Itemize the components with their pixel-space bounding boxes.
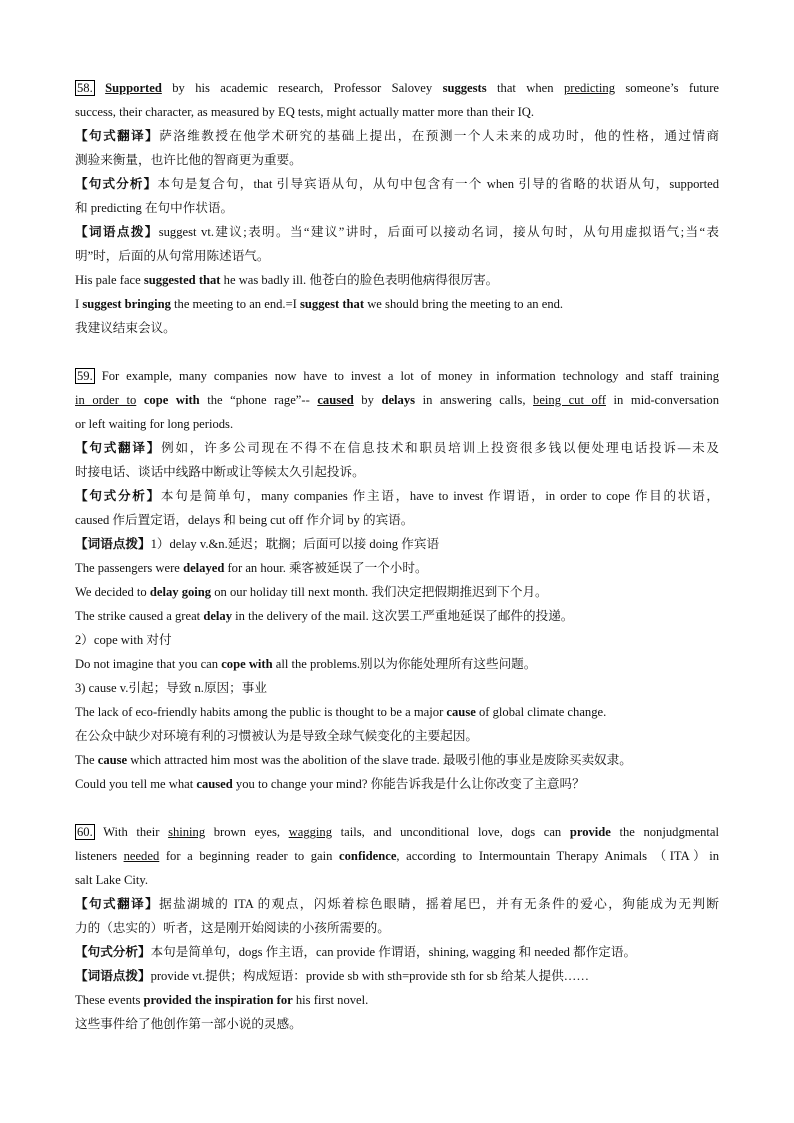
text-run: by	[353, 393, 382, 407]
text-run: delayed	[183, 561, 225, 575]
text-run: 【词语点拨】	[75, 537, 151, 551]
text-run: 本句是简单句，many companies 作主语，have to invest 作谓语，in order to cope 作目的状语，	[160, 489, 719, 503]
text-run: 【句式分析】	[75, 945, 151, 959]
text-line	[75, 224, 719, 240]
text-run: delays	[381, 393, 416, 407]
text-line	[75, 920, 390, 936]
text-line	[75, 152, 302, 168]
text-run: brown eyes,	[205, 825, 289, 839]
text-line	[75, 320, 176, 336]
text-run: 本句是简单句，dogs 作主语，can provide 作谓语，shining, wagging 和 needed 都作定语。	[150, 945, 637, 959]
text-run: someone’s future	[615, 81, 720, 95]
text-run: we should bring the meeting to an end.	[364, 297, 564, 311]
text-run: I	[75, 297, 83, 311]
text-run: 【句式翻译】	[75, 441, 162, 455]
text-run: for a beginning reader to gain	[159, 849, 340, 863]
text-line	[75, 104, 534, 120]
text-run: in mid-conversation	[605, 393, 720, 407]
text-line	[75, 416, 233, 432]
text-run: suggest that	[300, 297, 365, 311]
text-run: that when	[486, 81, 564, 95]
text-run: Do not imagine that you can	[75, 657, 222, 671]
text-line	[75, 944, 636, 960]
text-line	[75, 632, 172, 648]
text-run: 【词语点拨】	[75, 969, 151, 983]
text-run: suggest vt.建议;表明。当“建议”讲时，后面可以接动名词，接从句时，从句用虚拟语气;当“表	[158, 225, 719, 239]
text-run: on our holiday till next month. 我们决定把假期推迟到下个月。	[211, 585, 548, 599]
item-number: 58.	[77, 81, 93, 95]
text-run: With their	[94, 825, 169, 839]
text-run: in answering calls,	[415, 393, 534, 407]
text-run: being cut off	[533, 393, 606, 407]
text-line	[75, 392, 719, 408]
text-run: provide	[569, 825, 611, 839]
text-run: listeners	[75, 849, 124, 863]
text-line	[75, 680, 267, 696]
text-line	[75, 536, 439, 552]
text-run: We decided to	[75, 585, 150, 599]
text-line	[75, 848, 719, 864]
text-line	[75, 896, 719, 912]
text-line	[75, 248, 270, 264]
text-line	[75, 296, 563, 312]
text-run: cause	[97, 753, 128, 767]
item-number: 59.	[77, 369, 93, 383]
text-line	[75, 776, 585, 792]
text-run: 【句式翻译】	[75, 897, 160, 911]
text-run: predicting	[563, 81, 616, 95]
text-line	[75, 368, 719, 384]
text-line	[75, 968, 589, 984]
text-run: the inspiration for	[194, 993, 293, 1007]
text-run: provide vt.提供；构成短语：provide sb with sth=provide sth for sb 给某人提供……	[150, 969, 589, 983]
text-line	[75, 872, 148, 888]
text-run: 【词语点拨】	[75, 225, 159, 239]
text-run: , according to Intermountain Therapy Animals （ITA）in	[396, 849, 719, 863]
text-line	[75, 752, 632, 768]
text-run: or left waiting for long periods.	[75, 417, 234, 431]
text-run: 在公众中缺少对环境有利的习惯被认为是导致全球气候变化的主要起因。	[75, 729, 478, 743]
text-line	[75, 200, 233, 216]
text-run: suggests	[442, 81, 487, 95]
text-run: tails, and unconditional love, dogs can	[332, 825, 570, 839]
text-run: 时接电话、谈话中线路中断或让等候太久引起投诉。	[75, 465, 365, 479]
text-run: The lack of eco-friendly habits among the public is thought to be a major	[75, 705, 447, 719]
text-run: caused 作后置定语，delays 和 being cut off 作介词 by 的宾语。	[75, 513, 414, 527]
text-run: 【句式分析】	[75, 489, 161, 503]
text-line	[75, 584, 548, 600]
text-run: Supported	[105, 81, 162, 95]
text-run: success, their character, as measured by EQ tests, might actually matter more than their IQ.	[75, 105, 535, 119]
text-run: suggest bringing	[82, 297, 171, 311]
text-run: he was badly ill. 他苍白的脸色表明他病得很厉害。	[220, 273, 499, 287]
text-run: of global climate change.	[475, 705, 607, 719]
text-run: caused	[317, 393, 354, 407]
text-run: 和 predicting 在句中作状语。	[75, 201, 234, 215]
text-run: by his academic research, Professor Salovey	[161, 81, 443, 95]
text-run: 萨洛维教授在他学术研究的基础上提出，在预测一个人未来的成功时，他的性格，通过情商	[159, 129, 719, 143]
text-run: the “phone rage”--	[199, 393, 318, 407]
text-run: caused	[196, 777, 233, 791]
text-line	[75, 464, 365, 480]
text-run: salt Lake City.	[75, 873, 148, 887]
text-run: 1）delay v.&n.延迟；耽搁；后面可以接 doing 作宾语	[150, 537, 440, 551]
text-run	[136, 393, 144, 407]
text-run: 我建议结束会议。	[75, 321, 176, 335]
item-number: 60.	[77, 825, 93, 839]
text-run: For example, many companies now have to invest a lot of money in information technology and staff training	[94, 369, 719, 383]
text-line	[75, 560, 428, 576]
text-line	[75, 488, 719, 504]
text-run: The passengers were	[75, 561, 184, 575]
text-run: in the delivery of the mail. 这次罢工严重地延误了邮件的投递。	[232, 609, 574, 623]
text-run: delay	[203, 609, 233, 623]
text-line	[75, 272, 498, 288]
text-run: his first novel.	[292, 993, 369, 1007]
text-run: provided	[143, 993, 192, 1007]
text-run: confidence	[339, 849, 397, 863]
text-line	[75, 80, 719, 96]
text-run: 力的（忠实的）听者，这是刚开始阅读的小孩所需要的。	[75, 921, 390, 935]
text-run: 【句式分析】	[75, 177, 158, 191]
text-line	[75, 656, 536, 672]
text-line	[75, 992, 368, 1008]
text-run: These events	[75, 993, 144, 1007]
text-run: cause	[446, 705, 476, 719]
text-line	[75, 128, 719, 144]
text-run: 明”时，后面的从句常用陈述语气。	[75, 249, 270, 263]
text-run: 例如，许多公司现在不得不在信息技术和职员培训上投资很多钱以便处理电话投诉—未及	[161, 441, 720, 455]
text-run: the meeting to an end.=I	[170, 297, 301, 311]
text-line	[75, 608, 573, 624]
text-line	[75, 176, 719, 192]
text-run: 据盐湖城的 ITA 的观点，闪烁着棕色眼睛，摇着尾巴，并有无条件的爱心，狗能成为无判断	[159, 897, 720, 911]
text-line	[75, 512, 413, 528]
text-run: 【句式翻译】	[75, 129, 160, 143]
text-line	[75, 1016, 302, 1032]
text-run: wagging	[288, 825, 333, 839]
text-run: 测验来衡量，也许比他的智商更为重要。	[75, 153, 302, 167]
text-run: which attracted him most was the abolition of the slave trade. 最吸引他的事业是废除买卖奴隶。	[127, 753, 632, 767]
text-run: you to change your mind? 你能告诉我是什么让你改变了主意吗？	[232, 777, 585, 791]
text-run: shining	[168, 825, 206, 839]
text-run: suggested that	[143, 273, 221, 287]
text-run: the nonjudgmental	[610, 825, 720, 839]
text-run: cope with	[143, 393, 200, 407]
text-run: for an hour. 乘客被延误了一个小时。	[224, 561, 428, 575]
text-run: delay going	[149, 585, 212, 599]
text-line	[75, 728, 478, 744]
text-run: The strike caused a great	[75, 609, 204, 623]
text-run: 本句是复合句，that 引导宾语从句，从句中包含有一个 when 引导的省略的状语从句，supported	[157, 177, 719, 191]
text-run: Could you tell me what	[75, 777, 197, 791]
text-run: 2）cope with 对付	[75, 633, 172, 647]
text-line	[75, 440, 719, 456]
text-run: in order to	[75, 393, 137, 407]
text-run: all the problems.别以为你能处理所有这些问题。	[272, 657, 537, 671]
text-run: needed	[123, 849, 160, 863]
text-line	[75, 824, 719, 840]
text-run: cope with	[221, 657, 273, 671]
text-run: His pale face	[75, 273, 144, 287]
text-line	[75, 704, 606, 720]
text-run: The	[75, 753, 98, 767]
text-run: 这些事件给了他创作第一部小说的灵感。	[75, 1017, 302, 1031]
text-run: 3) cause v.引起；导致 n.原因；事业	[75, 681, 267, 695]
